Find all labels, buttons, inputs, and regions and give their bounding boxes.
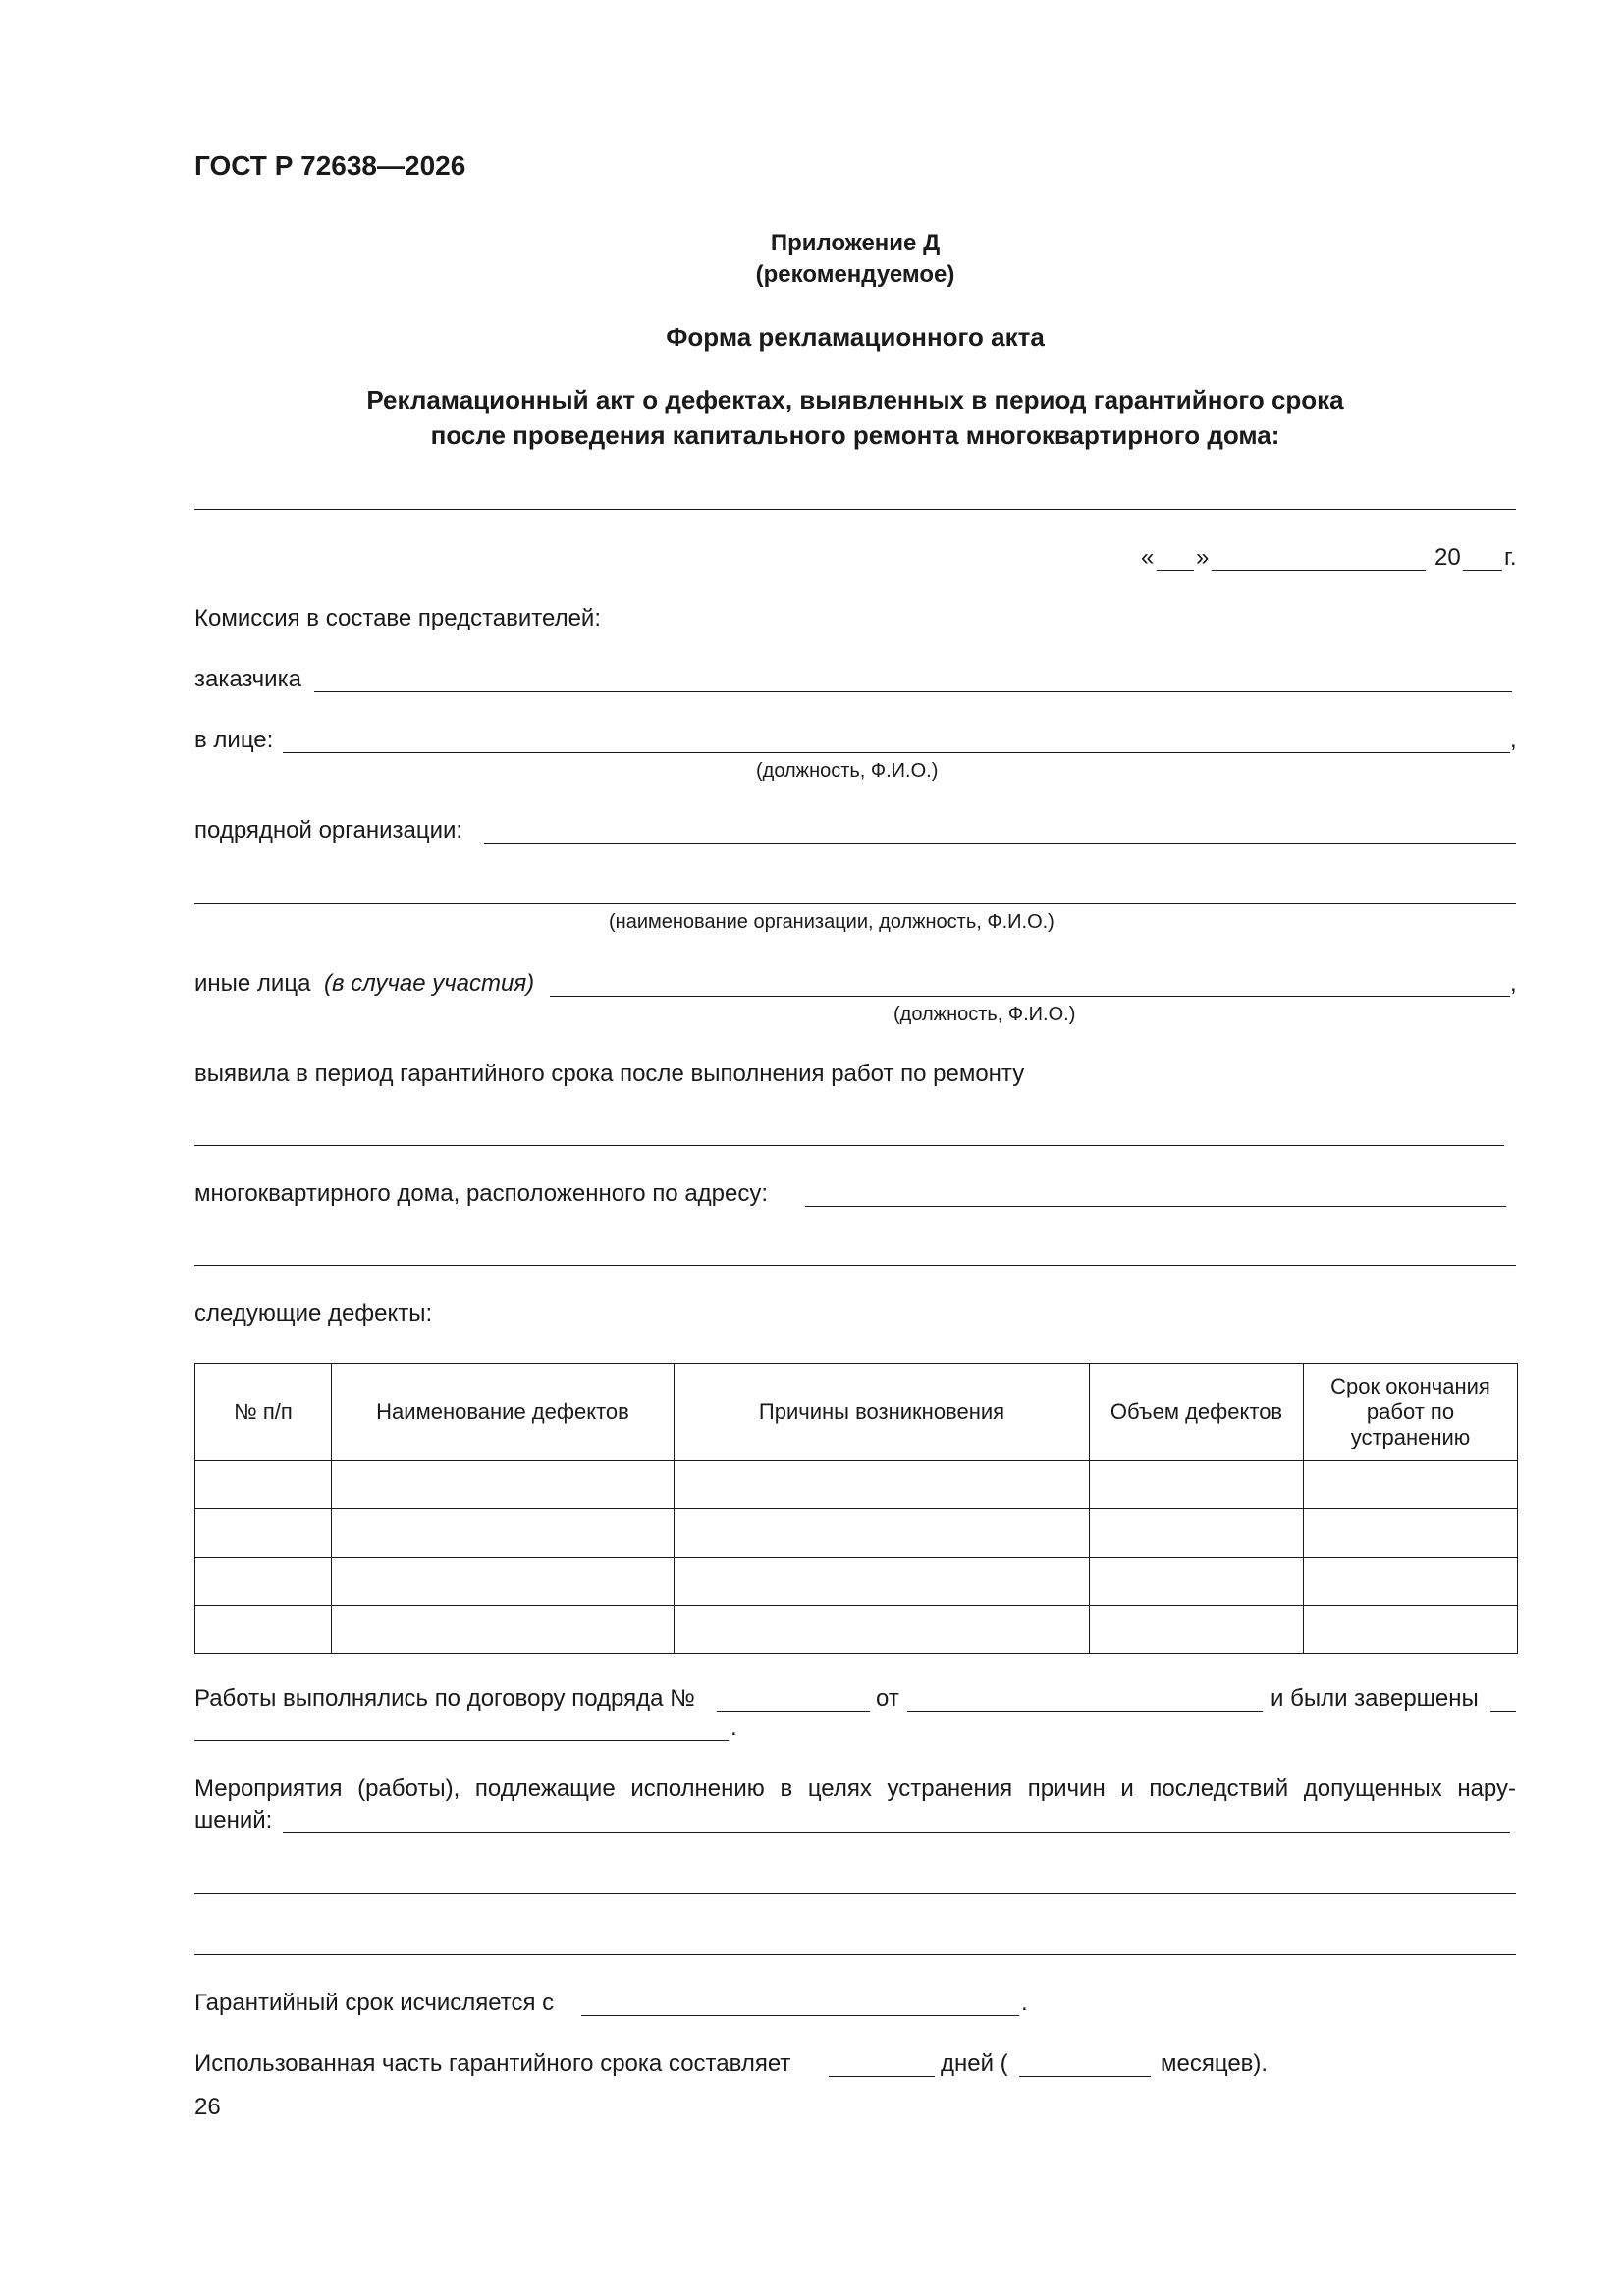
appendix-title: Приложение Д bbox=[770, 230, 941, 256]
header-deadline-text: Срок окончания работ по устранению bbox=[1330, 1374, 1490, 1449]
table-cell[interactable] bbox=[675, 1461, 1090, 1509]
table-cell[interactable] bbox=[332, 1558, 675, 1606]
date-day-field[interactable] bbox=[1157, 570, 1194, 571]
table-row bbox=[195, 1461, 1518, 1509]
header-number: № п/п bbox=[195, 1364, 332, 1461]
others-field[interactable] bbox=[550, 996, 1510, 997]
measures-field-line2[interactable] bbox=[194, 1893, 1516, 1894]
table-cell[interactable] bbox=[1304, 1461, 1518, 1509]
contractor-label: подрядной организации: bbox=[194, 817, 463, 844]
warranty-days-label: дней ( bbox=[941, 2050, 1008, 2077]
warranty-months-label: месяцев). bbox=[1161, 2050, 1269, 2077]
measures-field[interactable] bbox=[283, 1832, 1510, 1833]
address-field-continued[interactable] bbox=[194, 1265, 1516, 1266]
defects-table bbox=[194, 1363, 1518, 1654]
table-cell[interactable] bbox=[332, 1461, 675, 1509]
table-row bbox=[195, 1509, 1518, 1558]
table-cell[interactable] bbox=[332, 1509, 675, 1558]
contract-number-field[interactable] bbox=[717, 1711, 870, 1712]
table-cell[interactable] bbox=[1304, 1606, 1518, 1654]
completion-date-field[interactable] bbox=[1490, 1711, 1516, 1712]
table-cell[interactable] bbox=[195, 1558, 332, 1606]
address-label: многоквартирного дома, расположенного по адресу: bbox=[194, 1180, 769, 1207]
in-person-label: в лице: bbox=[194, 727, 274, 753]
date-open-quote: « bbox=[1141, 544, 1155, 571]
measures-field-line3[interactable] bbox=[194, 1954, 1516, 1955]
contract-completed-label: и были завершены bbox=[1271, 1685, 1479, 1712]
appendix-status: (рекомендуемое) bbox=[755, 261, 955, 288]
others-comma: , bbox=[1510, 970, 1517, 997]
header-volume: Объем дефектов bbox=[1090, 1364, 1304, 1461]
title-blank-line[interactable] bbox=[194, 509, 1516, 510]
header-defect-name: Наименование дефектов bbox=[332, 1364, 675, 1461]
contractor-field[interactable] bbox=[484, 843, 1516, 844]
others-caption: (должность, Ф.И.О.) bbox=[893, 1004, 1076, 1025]
header-causes: Причины возникновения bbox=[675, 1364, 1090, 1461]
comma: , bbox=[1510, 727, 1517, 753]
table-cell[interactable] bbox=[1090, 1606, 1304, 1654]
position-caption: (должность, Ф.И.О.) bbox=[756, 760, 939, 782]
contract-label: Работы выполнялись по договору подряда № bbox=[194, 1685, 695, 1712]
measures-text: Мероприятия (работы), подлежащие исполнению в целях устранения причин и последствий допущенных нару- bbox=[194, 1776, 1516, 1802]
measures-label: шений: bbox=[194, 1807, 273, 1833]
table-row bbox=[195, 1558, 1518, 1606]
act-title-line1: Рекламационный акт о дефектах, выявленных в период гарантийного срока bbox=[366, 385, 1344, 414]
warranty-used-label: Использованная часть гарантийного срока составляет bbox=[194, 2050, 791, 2077]
repair-works-field[interactable] bbox=[194, 1145, 1504, 1146]
table-cell[interactable] bbox=[1090, 1509, 1304, 1558]
table-cell[interactable] bbox=[675, 1509, 1090, 1558]
table-cell[interactable] bbox=[1304, 1558, 1518, 1606]
address-field[interactable] bbox=[805, 1206, 1506, 1207]
warranty-start-field[interactable] bbox=[581, 2015, 1019, 2016]
table-cell[interactable] bbox=[1304, 1509, 1518, 1558]
table-header-row bbox=[195, 1364, 1518, 1461]
table-cell[interactable] bbox=[675, 1606, 1090, 1654]
contract-date-field[interactable] bbox=[907, 1711, 1263, 1712]
table-cell[interactable] bbox=[332, 1606, 675, 1654]
others-note: (в случае участия) bbox=[324, 970, 535, 997]
table-cell[interactable] bbox=[195, 1461, 332, 1509]
defects-label: следующие дефекты: bbox=[194, 1300, 433, 1327]
header-deadline bbox=[1304, 1364, 1518, 1461]
date-year-suffix: г. bbox=[1504, 544, 1517, 571]
act-title-line2: после проведения капитального ремонта многоквартирного дома: bbox=[430, 420, 1280, 450]
customer-label: заказчика bbox=[194, 666, 301, 692]
contractor-field-continued[interactable] bbox=[194, 903, 1516, 904]
contract-from-label: от bbox=[876, 1685, 899, 1712]
found-intro: выявила в период гарантийного срока после выполнения работ по ремонту bbox=[194, 1061, 1025, 1087]
table-row bbox=[195, 1606, 1518, 1654]
table-cell[interactable] bbox=[195, 1509, 332, 1558]
contract-end-dot: . bbox=[730, 1715, 737, 1741]
customer-person-field[interactable] bbox=[283, 752, 1510, 753]
page-number: 26 bbox=[194, 2094, 221, 2120]
date-close-quote: » bbox=[1196, 544, 1210, 571]
table-cell[interactable] bbox=[675, 1558, 1090, 1606]
others-label: иные лица bbox=[194, 970, 311, 997]
warranty-months-field[interactable] bbox=[1019, 2076, 1151, 2077]
table-cell[interactable] bbox=[1090, 1558, 1304, 1606]
date-year-field[interactable] bbox=[1463, 570, 1502, 571]
table-cell[interactable] bbox=[195, 1606, 332, 1654]
warranty-days-field[interactable] bbox=[829, 2076, 935, 2077]
warranty-start-label: Гарантийный срок исчисляется с bbox=[194, 1990, 555, 2016]
document-code: ГОСТ Р 72638—2026 bbox=[194, 150, 466, 181]
customer-field[interactable] bbox=[314, 691, 1512, 692]
date-month-field[interactable] bbox=[1212, 570, 1426, 571]
form-title: Форма рекламационного акта bbox=[666, 322, 1045, 352]
completion-date-field-continued[interactable] bbox=[194, 1740, 729, 1741]
commission-intro: Комиссия в составе представителей: bbox=[194, 605, 601, 631]
table-cell[interactable] bbox=[1090, 1461, 1304, 1509]
warranty-start-dot: . bbox=[1021, 1990, 1028, 2016]
org-caption: (наименование организации, должность, Ф.И.О.) bbox=[609, 911, 1055, 933]
date-year-prefix: 20 bbox=[1434, 544, 1461, 571]
